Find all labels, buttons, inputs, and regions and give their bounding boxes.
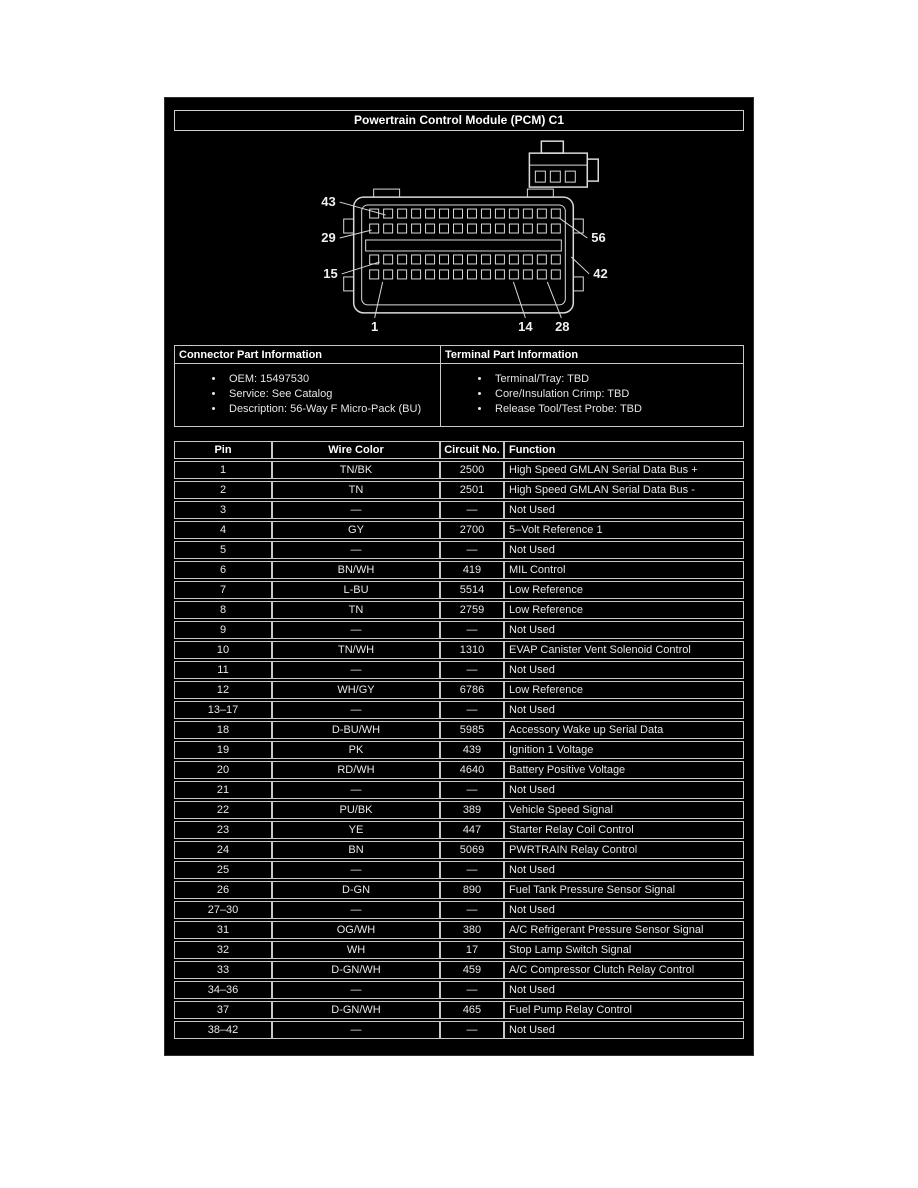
circuit-no-cell: 447 xyxy=(440,821,504,839)
wire-color-cell: — xyxy=(272,621,440,639)
pin-cell: 37 xyxy=(174,1001,272,1019)
terminal-part-info xyxy=(440,345,744,427)
pin-cell: 11 xyxy=(174,661,272,679)
pin-cell: 24 xyxy=(174,841,272,859)
pin-cell: 13–17 xyxy=(174,701,272,719)
pin-table-row xyxy=(174,601,744,619)
wire-color-cell: OG/WH xyxy=(272,921,440,939)
circuit-no-cell: — xyxy=(440,701,504,719)
pin-cell: 33 xyxy=(174,961,272,979)
wire-color-cell: TN xyxy=(272,601,440,619)
pin-table-row xyxy=(174,901,744,919)
connector-diagram xyxy=(174,135,744,343)
circuit-no-cell: 465 xyxy=(440,1001,504,1019)
pin-table-row xyxy=(174,721,744,739)
pin-table-row xyxy=(174,761,744,779)
pin-cell: 8 xyxy=(174,601,272,619)
pin-table-row xyxy=(174,841,744,859)
connector-line-art xyxy=(174,135,744,343)
connector-part-info xyxy=(174,345,441,427)
pin-cell: 32 xyxy=(174,941,272,959)
pin-table-row xyxy=(174,641,744,659)
pin-table-row xyxy=(174,861,744,879)
function-cell: Not Used xyxy=(504,981,744,999)
pin-cell: 27–30 xyxy=(174,901,272,919)
wire-color-cell: TN xyxy=(272,481,440,499)
function-cell: Not Used xyxy=(504,901,744,919)
circuit-no-cell: 439 xyxy=(440,741,504,759)
pin-cell: 19 xyxy=(174,741,272,759)
function-cell: Not Used xyxy=(504,621,744,639)
pin-table-row xyxy=(174,581,744,599)
pin-table-row xyxy=(174,681,744,699)
pin-table-row xyxy=(174,541,744,559)
function-cell: Low Reference xyxy=(504,601,744,619)
info-bullet: • Release Tool/Test Probe: TBD xyxy=(491,403,743,415)
pin-table-body xyxy=(174,461,744,1039)
pin-cell: 5 xyxy=(174,541,272,559)
callout-15: 15 xyxy=(323,265,338,281)
connector-info-header: Connector Part Information xyxy=(175,346,440,364)
function-cell: Vehicle Speed Signal xyxy=(504,801,744,819)
pin-table-row xyxy=(174,821,744,839)
pin-table-row xyxy=(174,561,744,579)
wire-color-cell: — xyxy=(272,541,440,559)
function-cell: Not Used xyxy=(504,541,744,559)
terminal-info-list xyxy=(441,373,743,415)
pin-table-row xyxy=(174,621,744,639)
circuit-no-cell: 1310 xyxy=(440,641,504,659)
circuit-no-cell: — xyxy=(440,1021,504,1039)
wire-color-cell: — xyxy=(272,501,440,519)
function-cell: EVAP Canister Vent Solenoid Control xyxy=(504,641,744,659)
pin-cell: 10 xyxy=(174,641,272,659)
pin-table-row xyxy=(174,701,744,719)
info-bullet: • Service: See Catalog xyxy=(225,388,440,400)
circuit-no-cell: 2501 xyxy=(440,481,504,499)
pin-cell: 20 xyxy=(174,761,272,779)
pin-cell: 2 xyxy=(174,481,272,499)
circuit-no-cell: — xyxy=(440,861,504,879)
pin-table-row xyxy=(174,741,744,759)
wire-color-cell: — xyxy=(272,981,440,999)
circuit-no-cell: 419 xyxy=(440,561,504,579)
circuit-no-cell: 4640 xyxy=(440,761,504,779)
pin-cell: 23 xyxy=(174,821,272,839)
pin-table-row xyxy=(174,661,744,679)
callout-43: 43 xyxy=(321,194,336,210)
terminal-drawing xyxy=(529,141,598,187)
wire-color-cell: D-GN/WH xyxy=(272,961,440,979)
circuit-no-cell: — xyxy=(440,901,504,919)
circuit-no-cell: — xyxy=(440,541,504,559)
function-cell: Stop Lamp Switch Signal xyxy=(504,941,744,959)
pin-cell: 6 xyxy=(174,561,272,579)
wire-color-cell: D-GN xyxy=(272,881,440,899)
function-cell: 5–Volt Reference 1 xyxy=(504,521,744,539)
pin-table-row xyxy=(174,941,744,959)
pin-cell: 18 xyxy=(174,721,272,739)
circuit-no-cell: — xyxy=(440,981,504,999)
function-cell: Fuel Pump Relay Control xyxy=(504,1001,744,1019)
pin-cell: 22 xyxy=(174,801,272,819)
wire-color-cell: — xyxy=(272,861,440,879)
wire-color-cell: L-BU xyxy=(272,581,440,599)
function-cell: A/C Compressor Clutch Relay Control xyxy=(504,961,744,979)
function-cell: Not Used xyxy=(504,781,744,799)
pin-cell: 9 xyxy=(174,621,272,639)
wire-color-cell: TN/WH xyxy=(272,641,440,659)
circuit-no-cell: 890 xyxy=(440,881,504,899)
info-bullet: • OEM: 15497530 xyxy=(225,373,440,385)
circuit-no-cell: 2700 xyxy=(440,521,504,539)
pin-table-row xyxy=(174,981,744,999)
pin-cell: 25 xyxy=(174,861,272,879)
circuit-no-cell: 380 xyxy=(440,921,504,939)
wire-color-cell: GY xyxy=(272,521,440,539)
wire-color-cell: TN/BK xyxy=(272,461,440,479)
wire-color-cell: — xyxy=(272,901,440,919)
circuit-no-cell: — xyxy=(440,621,504,639)
callout-14: 14 xyxy=(518,318,533,334)
circuit-no-cell: 389 xyxy=(440,801,504,819)
function-cell: MIL Control xyxy=(504,561,744,579)
wire-color-cell: — xyxy=(272,1021,440,1039)
wire-color-cell: BN/WH xyxy=(272,561,440,579)
pin-table-row xyxy=(174,781,744,799)
pin-cell: 4 xyxy=(174,521,272,539)
circuit-no-cell: 5985 xyxy=(440,721,504,739)
pin-table-row xyxy=(174,1021,744,1039)
pin-cell: 1 xyxy=(174,461,272,479)
function-cell: Ignition 1 Voltage xyxy=(504,741,744,759)
function-cell: PWRTRAIN Relay Control xyxy=(504,841,744,859)
pin-table-row xyxy=(174,501,744,519)
function-cell: Not Used xyxy=(504,1021,744,1039)
function-cell: Not Used xyxy=(504,661,744,679)
pin-cell: 3 xyxy=(174,501,272,519)
pin-field xyxy=(370,209,561,279)
circuit-no-cell: 2500 xyxy=(440,461,504,479)
part-info-section xyxy=(174,345,744,427)
wire-color-cell: — xyxy=(272,701,440,719)
header-circuit-no: Circuit No. xyxy=(440,441,504,459)
wire-color-cell: — xyxy=(272,661,440,679)
pin-table-row xyxy=(174,961,744,979)
pin-table-row xyxy=(174,481,744,499)
info-bullet: • Terminal/Tray: TBD xyxy=(491,373,743,385)
pin-table-row xyxy=(174,521,744,539)
pin-cell: 12 xyxy=(174,681,272,699)
wire-color-cell: PK xyxy=(272,741,440,759)
wire-color-cell: PU/BK xyxy=(272,801,440,819)
circuit-no-cell: 2759 xyxy=(440,601,504,619)
pin-table-row xyxy=(174,881,744,899)
pin-table-row xyxy=(174,461,744,479)
circuit-no-cell: 6786 xyxy=(440,681,504,699)
wire-color-cell: — xyxy=(272,781,440,799)
info-bullet: • Description: 56-Way F Micro-Pack (BU) xyxy=(225,403,440,415)
pin-cell: 38–42 xyxy=(174,1021,272,1039)
function-cell: High Speed GMLAN Serial Data Bus + xyxy=(504,461,744,479)
wire-color-cell: D-BU/WH xyxy=(272,721,440,739)
circuit-no-cell: 459 xyxy=(440,961,504,979)
function-cell: Starter Relay Coil Control xyxy=(504,821,744,839)
pin-table xyxy=(174,439,744,1041)
function-cell: A/C Refrigerant Pressure Sensor Signal xyxy=(504,921,744,939)
wire-color-cell: BN xyxy=(272,841,440,859)
circuit-no-cell: — xyxy=(440,501,504,519)
circuit-no-cell: — xyxy=(440,781,504,799)
callout-28: 28 xyxy=(555,318,570,334)
callout-56: 56 xyxy=(591,229,606,245)
wire-color-cell: D-GN/WH xyxy=(272,1001,440,1019)
wire-color-cell: WH/GY xyxy=(272,681,440,699)
callout-leader-lines xyxy=(340,202,590,318)
circuit-no-cell: 5514 xyxy=(440,581,504,599)
function-cell: Not Used xyxy=(504,861,744,879)
function-cell: Fuel Tank Pressure Sensor Signal xyxy=(504,881,744,899)
pin-table-row xyxy=(174,801,744,819)
callout-29: 29 xyxy=(321,229,336,245)
terminal-info-header: Terminal Part Information xyxy=(441,346,743,364)
circuit-no-cell: 17 xyxy=(440,941,504,959)
pin-cell: 26 xyxy=(174,881,272,899)
callout-1: 1 xyxy=(371,318,379,334)
wire-color-cell: WH xyxy=(272,941,440,959)
pin-table-row xyxy=(174,1001,744,1019)
header-pin: Pin xyxy=(174,441,272,459)
header-function: Function xyxy=(504,441,744,459)
pin-cell: 7 xyxy=(174,581,272,599)
pin-cell: 34–36 xyxy=(174,981,272,999)
panel-title: Powertrain Control Module (PCM) C1 xyxy=(174,110,744,131)
wire-color-cell: RD/WH xyxy=(272,761,440,779)
connector-info-list xyxy=(175,373,440,415)
function-cell: Battery Positive Voltage xyxy=(504,761,744,779)
circuit-no-cell: — xyxy=(440,661,504,679)
function-cell: Low Reference xyxy=(504,581,744,599)
header-wire-color: Wire Color xyxy=(272,441,440,459)
circuit-no-cell: 5069 xyxy=(440,841,504,859)
pin-table-row xyxy=(174,921,744,939)
function-cell: Accessory Wake up Serial Data xyxy=(504,721,744,739)
pcm-connector-panel xyxy=(164,97,754,1056)
function-cell: High Speed GMLAN Serial Data Bus - xyxy=(504,481,744,499)
pin-cell: 21 xyxy=(174,781,272,799)
pin-cell: 31 xyxy=(174,921,272,939)
function-cell: Not Used xyxy=(504,501,744,519)
pin-table-header-row xyxy=(174,441,744,459)
callout-42: 42 xyxy=(593,265,608,281)
wire-color-cell: YE xyxy=(272,821,440,839)
info-bullet: • Core/Insulation Crimp: TBD xyxy=(491,388,743,400)
function-cell: Low Reference xyxy=(504,681,744,699)
function-cell: Not Used xyxy=(504,701,744,719)
